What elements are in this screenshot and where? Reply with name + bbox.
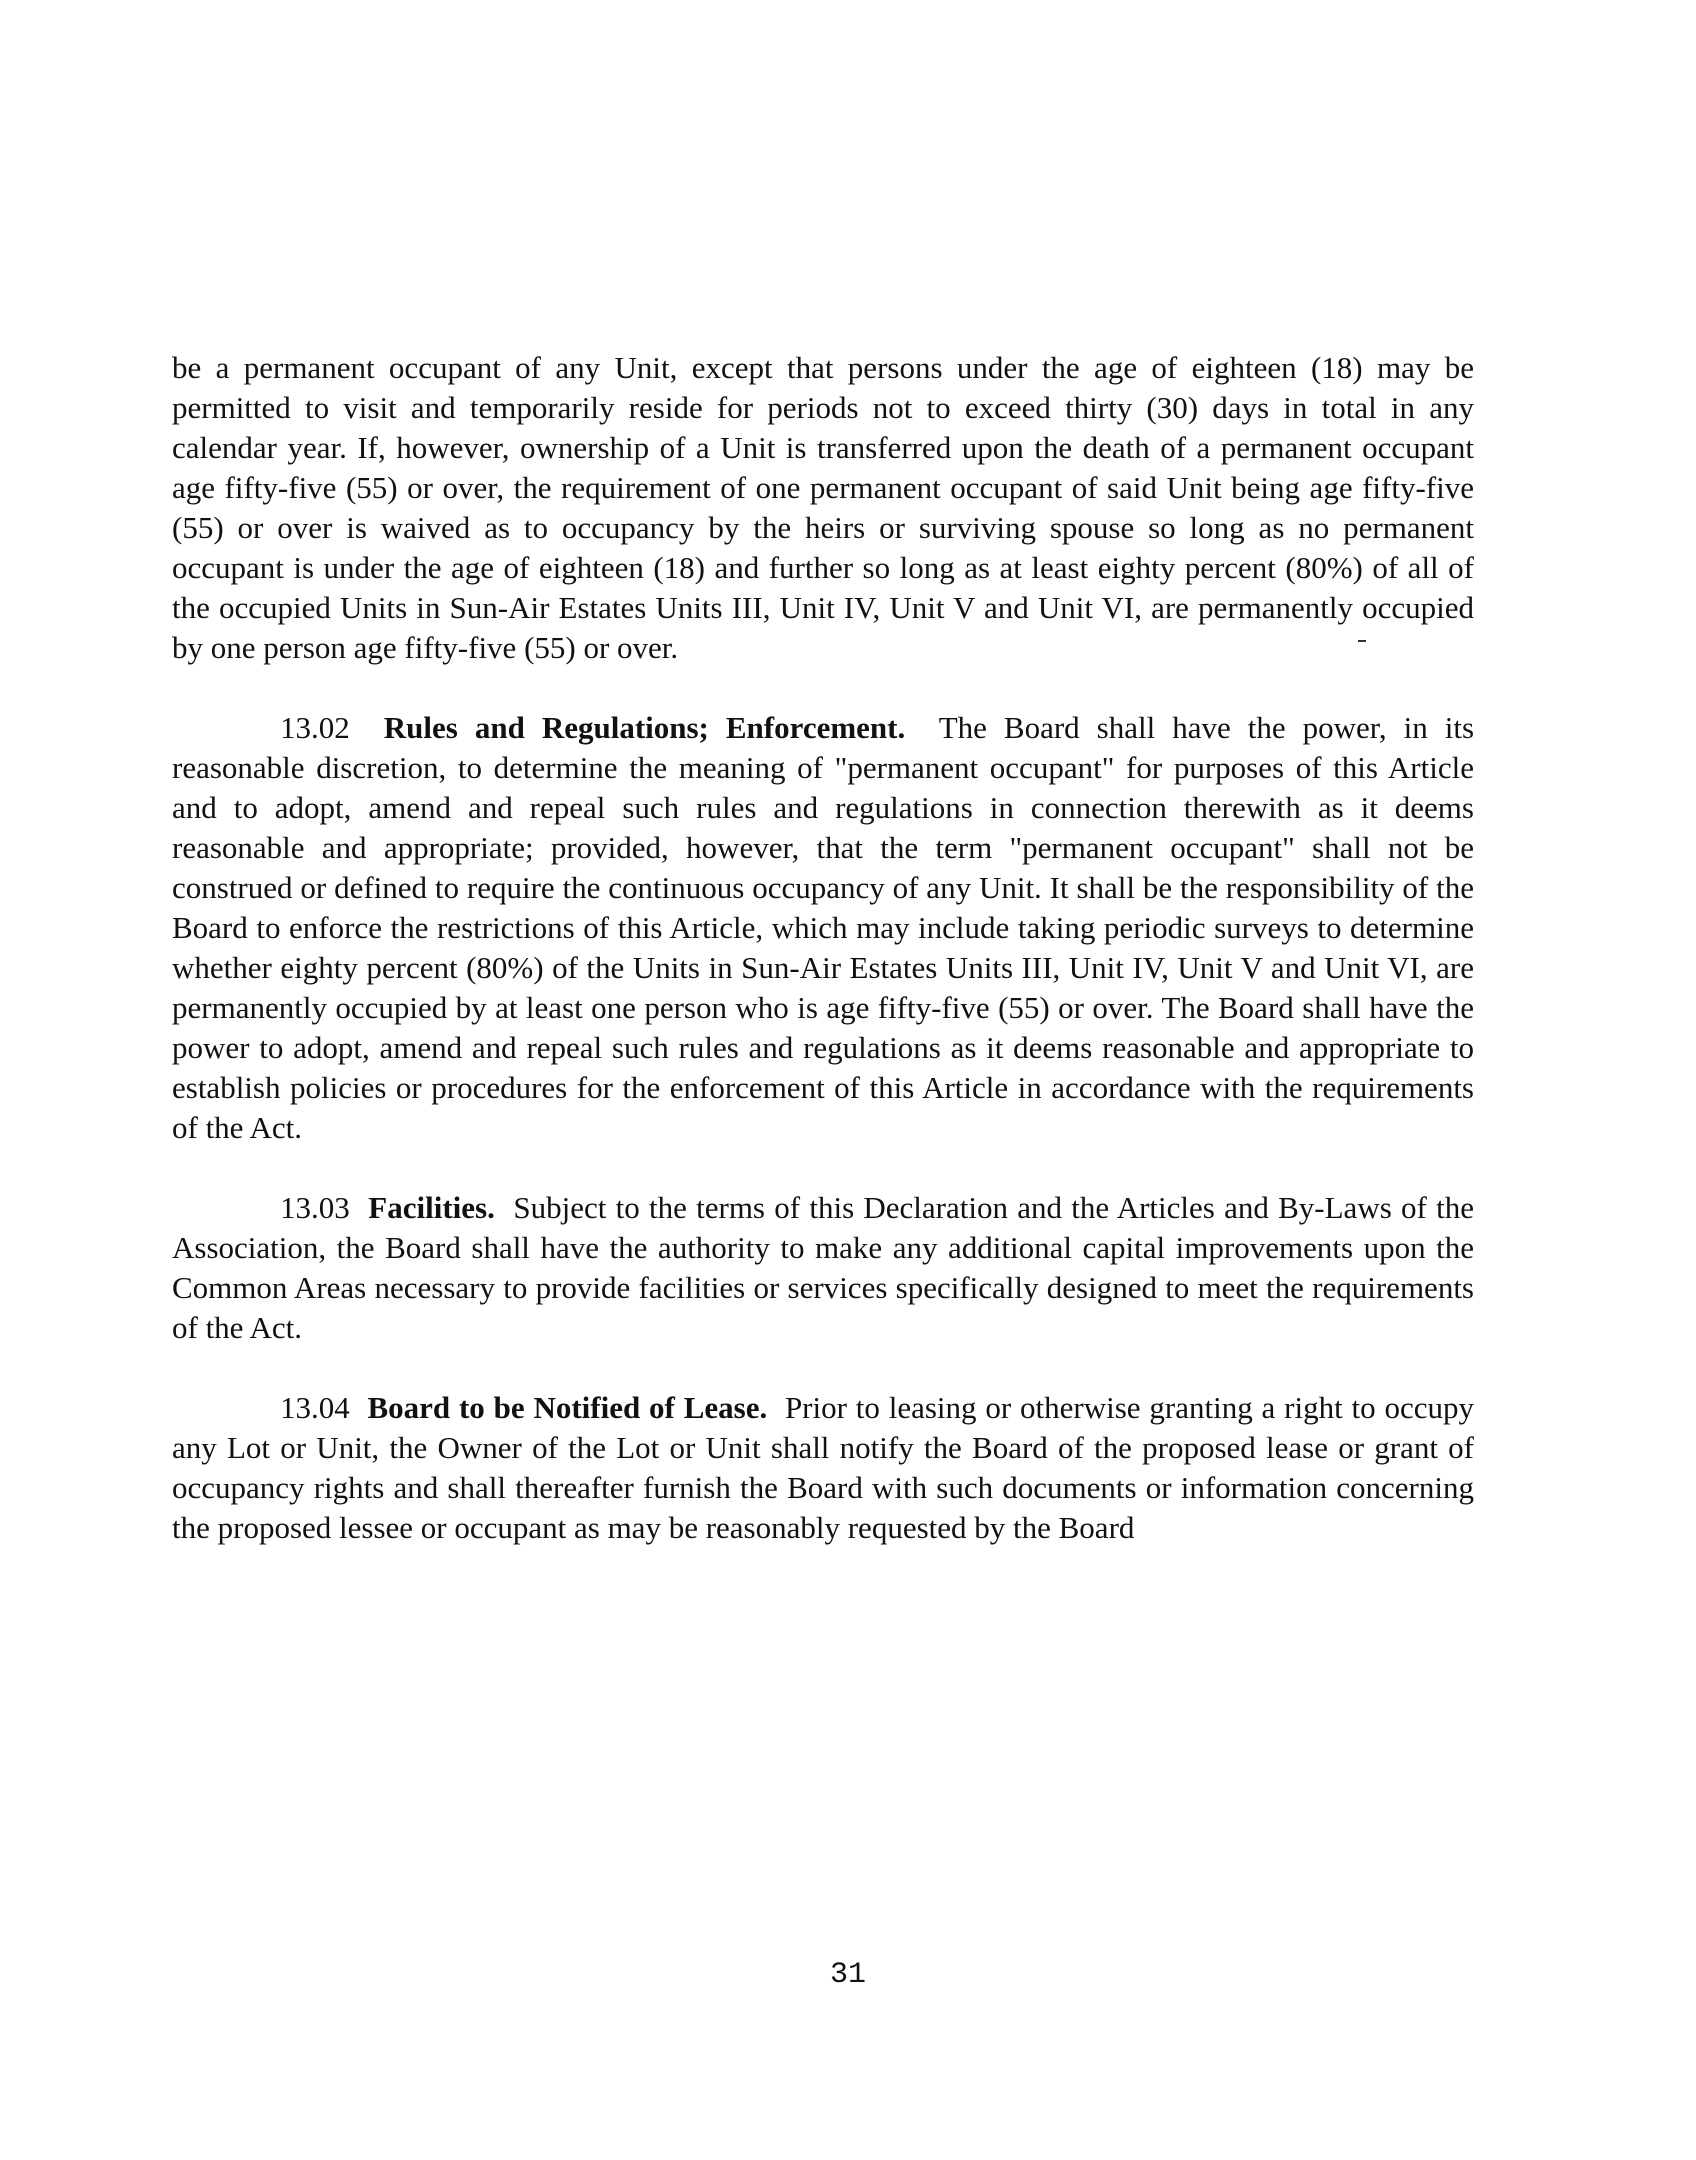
continuation-paragraph: be a permanent occupant of any Unit, except that persons under the age of eighteen (18) may be permitted to visit and temporarily reside for periods not to exceed thirty (30) days in total in any calendar year. If, however, ownership of a Unit is transferred upon the death of a permanent occupant age fifty-five (55) or over, the requirement of one permanent occupant of said Unit being age fifty-five (55) or over is waived as to occupancy by the heirs or surviving spouse so long as no permanent occupant is under the age of eighteen (18) and further so long as at least eighty percent (80%) of all of the occupied Units in Sun-Air Estates Units III, Unit IV, Unit V and Unit VI, are permanently occupied by one person age fifty-five (55) or over. <box>172 350 1474 665</box>
page-number: 31 <box>829 1958 866 1992</box>
section-title: Rules and Regulations; Enforcement. <box>383 710 906 745</box>
section-13-03 <box>172 1188 1474 1348</box>
section-number: 13.03 <box>280 1190 350 1225</box>
section-13-02 <box>172 708 1474 1148</box>
section-number: 13.04 <box>280 1390 350 1425</box>
section-body: Subject to the terms of this Declaration and the Articles and By-Laws of the Association, the Board shall have the authority to make any additional capital improvements upon the Common Areas necessary to provide facilities or services specifically designed to meet the requirements of the Act. <box>172 1190 1474 1345</box>
document-body <box>172 348 1474 1588</box>
section-body: Prior to leasing or otherwise granting a right to occupy any Lot or Unit, the Owner of the Lot or Unit shall notify the Board of the proposed lease or grant of occupancy rights and shall thereafter furnish the Board with such documents or information concerning the proposed lessee or occupant as may be reasonably requested by the Board <box>172 1390 1475 1545</box>
section-title: Facilities. <box>368 1190 495 1225</box>
section-title: Board to be Notified of Lease. <box>367 1390 768 1425</box>
section-13-04 <box>172 1388 1474 1548</box>
section-number: 13.02 <box>280 710 350 745</box>
section-body: The Board shall have the power, in its reasonable discretion, to determine the meaning of "permanent occupant" for purposes of this Article and to adopt, amend and repeal such rules and regulations in connection therewith as it deems reasonable and appropriate; provided, however, that the term "permanent occupant" shall not be construed or defined to require the continuous occupancy of any Unit. It shall be the responsibility of the Board to enforce the restrictions of this Article, which may include taking periodic surveys to determine whether eighty percent (80%) of the Units in Sun-Air Estates Units III, Unit IV, Unit V and Unit VI, are permanently occupied by at least one person who is age fifty-five (55) or over. The Board shall have the power to adopt, amend and repeal such rules and regulations as it deems reasonable and appropriate to establish policies or procedures for the enforcement of this Article in accordance with the requirements of the Act. <box>172 710 1475 1145</box>
stray-scan-mark <box>1358 640 1366 642</box>
